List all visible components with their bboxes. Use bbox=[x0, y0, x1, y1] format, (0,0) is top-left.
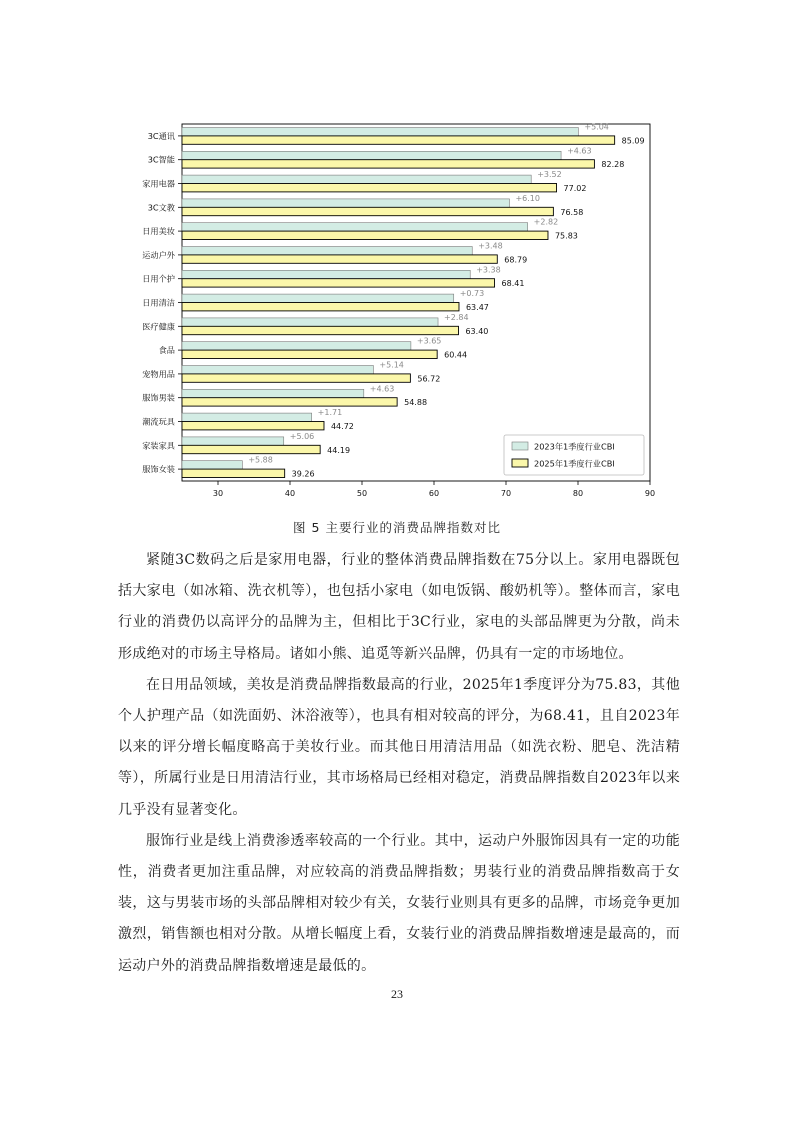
value-label: 76.58 bbox=[560, 207, 584, 217]
value-label: 56.72 bbox=[417, 374, 441, 384]
value-label: 77.02 bbox=[563, 184, 587, 193]
growth-label: +5.04 bbox=[584, 122, 609, 132]
growth-label: +0.73 bbox=[459, 289, 485, 299]
bar-2023 bbox=[182, 413, 312, 421]
value-label: 39.26 bbox=[291, 469, 315, 479]
bar-2025 bbox=[182, 326, 458, 334]
bar-2023 bbox=[182, 461, 242, 469]
bar-2023 bbox=[182, 389, 364, 397]
y-tick-label: 3C通讯 bbox=[147, 130, 175, 141]
growth-label: +6.10 bbox=[515, 193, 540, 203]
growth-label: +4.63 bbox=[369, 384, 395, 394]
bar-2025 bbox=[182, 374, 410, 382]
x-tick-label: 30 bbox=[212, 489, 224, 498]
bar-2025 bbox=[182, 422, 324, 430]
bar-2023 bbox=[182, 366, 373, 374]
y-tick-label: 医疗健康 bbox=[142, 321, 175, 332]
growth-label: +3.38 bbox=[476, 265, 501, 275]
bar-2025 bbox=[182, 136, 615, 144]
bar-2025 bbox=[182, 303, 459, 311]
value-label: 68.41 bbox=[501, 279, 525, 289]
paragraph-2: 在日用品领域，美妆是消费品牌指数最高的行业，2025年1季度评分为75.83，其他个人护理产品（如洗面奶、沐浴液等），也具有相对较高的评分，为68.41，且自2023年以来的评分增长幅度略高于美妆行业。而其他日用清洁用品（如洗衣粉、肥皂、洗洁精等），所属行业是日用清洁行业，其市场格局已经相对稳定，消费品牌指数自2023年以来几乎没有显著变化。 bbox=[118, 676, 680, 818]
growth-label: +2.84 bbox=[444, 312, 469, 322]
bar-2023 bbox=[182, 175, 531, 183]
bar-2025 bbox=[182, 445, 320, 453]
x-tick-label: 50 bbox=[356, 489, 368, 498]
page-number: 23 bbox=[391, 987, 403, 1001]
bar-2025 bbox=[182, 350, 437, 358]
body-text bbox=[118, 545, 680, 982]
bar-2023 bbox=[182, 294, 454, 302]
y-tick-label: 家用电器 bbox=[142, 178, 175, 189]
growth-label: +5.14 bbox=[379, 360, 404, 370]
bar-2025 bbox=[182, 207, 553, 215]
bar-2023 bbox=[182, 342, 411, 350]
paragraph-3: 服饰行业是线上消费渗透率较高的一个行业。其中，运动户外服饰因具有一定的功能性，消费者更加注重品牌，对应较高的消费品牌指数；男装行业的消费品牌指数高于女装，这与男装市场的头部品牌相对较少有关，女装行业则具有更多的品牌，市场竞争更加激烈，销售额也相对分散。从增长幅度上看，女装行业的消费品牌指数增速是最高的，而运动户外的消费品牌指数增速是最低的。 bbox=[118, 832, 680, 974]
value-label: 63.40 bbox=[465, 326, 489, 336]
value-label: 44.72 bbox=[330, 422, 354, 431]
y-tick-label: 运动户外 bbox=[142, 249, 175, 260]
x-tick-label: 80 bbox=[572, 489, 584, 498]
y-tick-label: 家装家具 bbox=[142, 440, 175, 451]
value-label: 54.88 bbox=[404, 398, 428, 408]
legend-label-2023: 2023年1季度行业CBI bbox=[534, 441, 615, 452]
growth-label: +2.82 bbox=[533, 217, 559, 227]
bar-2023 bbox=[182, 223, 528, 231]
bar-2023 bbox=[182, 318, 438, 326]
y-tick-label: 3C智能 bbox=[147, 154, 175, 165]
bar-2025 bbox=[182, 255, 497, 263]
bar-2023 bbox=[182, 247, 472, 255]
value-label: 60.44 bbox=[444, 350, 468, 360]
bar-chart bbox=[134, 116, 664, 508]
growth-label: +3.48 bbox=[478, 241, 503, 251]
y-tick-label: 日用清洁 bbox=[142, 297, 175, 308]
legend-label-2025: 2025年1季度行业CBI bbox=[534, 458, 615, 469]
bar-2023 bbox=[182, 151, 561, 159]
chart-svg bbox=[134, 116, 664, 508]
x-tick-label: 60 bbox=[428, 489, 440, 498]
value-label: 44.19 bbox=[327, 445, 351, 455]
y-tick-label: 食品 bbox=[158, 345, 175, 356]
y-tick-label: 宠物用品 bbox=[142, 368, 175, 379]
bar-2023 bbox=[182, 199, 509, 207]
y-tick-label: 潮流玩具 bbox=[142, 416, 175, 427]
value-label: 85.09 bbox=[621, 136, 645, 146]
y-tick-label: 服饰女装 bbox=[142, 464, 175, 475]
legend-swatch-2023 bbox=[512, 442, 528, 450]
value-label: 68.79 bbox=[504, 255, 528, 265]
figure-caption: 图 5 主要行业的消费品牌指数对比 bbox=[293, 520, 501, 535]
bar-2023 bbox=[182, 437, 284, 445]
bar-2025 bbox=[182, 469, 285, 477]
y-tick-label: 服饰男装 bbox=[142, 392, 175, 403]
paragraph-1: 紧随3C数码之后是家用电器，行业的整体消费品牌指数在75分以上。家用电器既包括大家电（如冰箱、洗衣机等），也包括小家电（如电饭锅、酸奶机等）。整体而言，家电行业的消费仍以高评分的品牌为主，但相比于3C行业，家电的头部品牌更为分散，尚未形成绝对的市场主导格局。诸如小熊、追觅等新兴品牌，仍具有一定的市场地位。 bbox=[118, 552, 680, 662]
growth-label: +1.71 bbox=[317, 408, 343, 418]
growth-label: +4.63 bbox=[567, 146, 592, 156]
legend-swatch-2025 bbox=[512, 459, 528, 467]
bar-2023 bbox=[182, 128, 578, 136]
x-tick-label: 40 bbox=[284, 489, 296, 498]
growth-label: +5.88 bbox=[248, 455, 273, 465]
x-tick-label: 70 bbox=[500, 489, 512, 498]
growth-label: +5.06 bbox=[289, 431, 315, 441]
bar-2025 bbox=[182, 160, 594, 168]
y-tick-label: 3C文教 bbox=[147, 202, 175, 213]
growth-label: +3.65 bbox=[416, 336, 442, 346]
bar-2025 bbox=[182, 279, 495, 287]
value-label: 75.83 bbox=[554, 231, 578, 241]
x-tick-label: 90 bbox=[644, 489, 656, 498]
value-label: 82.28 bbox=[601, 160, 625, 170]
bar-2025 bbox=[182, 184, 557, 192]
growth-label: +3.52 bbox=[537, 170, 562, 180]
value-label: 63.47 bbox=[465, 303, 489, 312]
y-tick-label: 日用个护 bbox=[142, 273, 175, 284]
bar-2023 bbox=[182, 270, 470, 278]
bar-2025 bbox=[182, 231, 548, 239]
y-tick-label: 日用美妆 bbox=[142, 226, 175, 237]
bar-2025 bbox=[182, 398, 397, 406]
